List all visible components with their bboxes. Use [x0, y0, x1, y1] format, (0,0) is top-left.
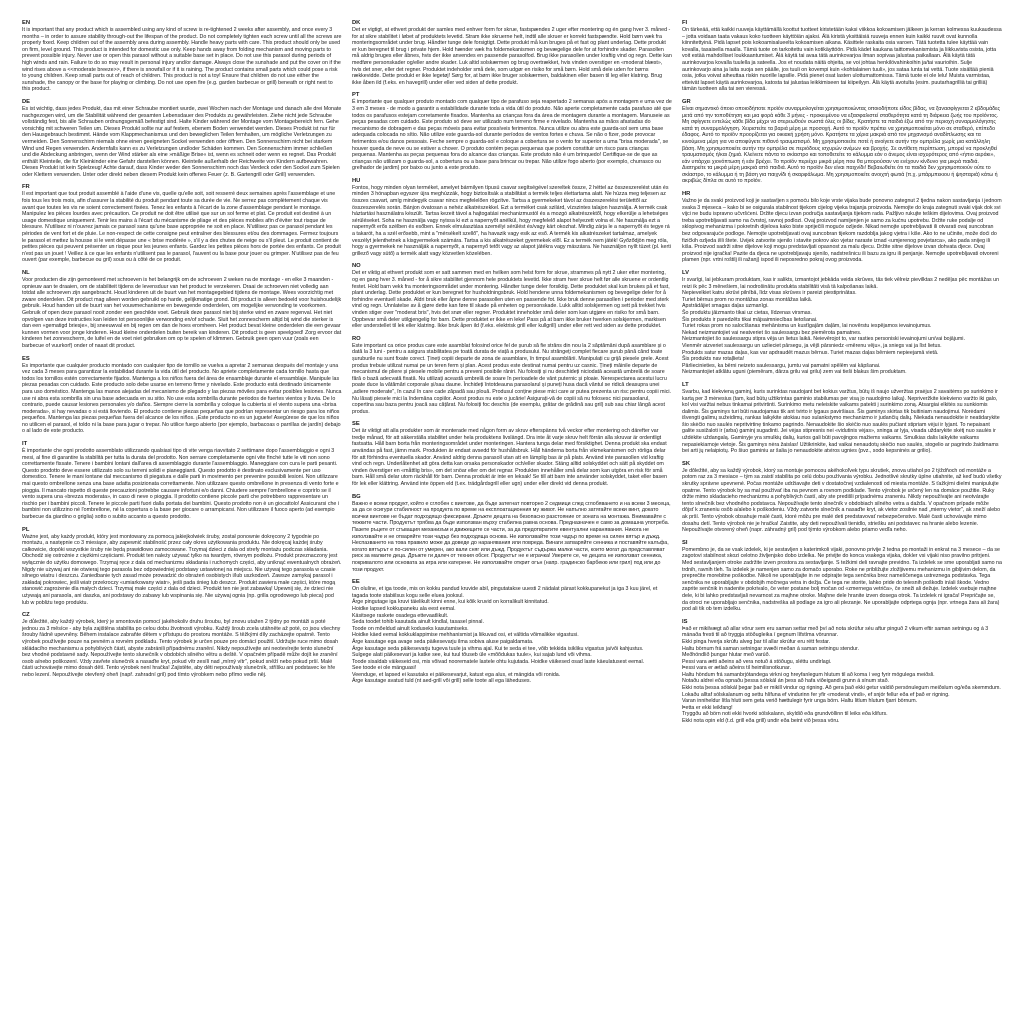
lang-block-pt — [352, 92, 672, 172]
lang-block-hr — [682, 191, 1002, 264]
lang-code: FR — [22, 184, 30, 191]
lang-text: È importante che ogni prodotto assemblato utilizzando qualsiasi tipo di vite venga riavvitato 2 settimane dopo l'assemblaggio e ogni 3 mesi, al fine di garantire la stabilità per tutta la durata del prodotto. Non serrare completamente ogni vite finché tutte le viti non sono correttamente fissate. Tenere i bambini lontani dall'area di assemblaggio durante l'assemblaggio. Maneggiare con cura le parti pesanti. Questo prodotto deve essere utilizzato solo su terreni solidi e pianeggianti. Questo prodotto è destinato esclusivamente per uso domestico. Tenere le mani lontane dal meccanismo di piegatura e dalle parti in movimento per prevenire possibili lesioni. Non utilizzare mai questo ombrellone senza una base adatta posizionata correttamente. Non utilizzare questo ombrellone in presenza di vento forte e pioggia. Il mancato rispetto di queste precauzioni potrebbe causare infortuni e/o danni. Chiudere sempre l'ombrellone e coprirlo se il vento supera una «brezza moderata», in caso di neve o pioggia. Il prodotto contiene piccole parti che potrebbero rappresentare un rischio per i bambini piccoli. Tenere le piccole parti fuori dalla portata dei bambini. Questo prodotto non è un giocattolo! Assicurarsi che i bambini non utilizzino né l'ombrellone, né la copertura o la base per giocare o arrampicarsi. Non utilizzare il fuoco aperto (ad esempio barbecue da giardino o griglia) sotto o subito accanto a questo prodotto. — [22, 448, 340, 520]
lang-text: Il est important que tout produit assemblé à l'aide d'une vis, quelle qu'elle soit, soit resserré deux semaines après l'assemblage et une fois tous les trois mois, afin d'assurer la stabilité du produit pendant toute sa durée de vie. Ne serrez pas complètement chaque vis avant que toutes les vis ne soient correctement fixées. Tenez les enfants à l'écart de la zone d'assemblage pendant le montage. Manipulez les pièces lourdes avec précaution. Ce produit ne doit être utilisé que sur un sol ferme et plat. Ce produit est destiné à un usage domestique uniquement. Tenir les mains à l'écart du mécanisme de pliage et des pièces mobiles afin d'éviter tout risque de blessure. N'utilisez ni n'ouvrez jamais ce parasol sans qu'une base appropriée ne soit en place. N'utilisez pas ce parasol pendant les périodes de vent fort et de pluie. Le non-respect de cette consigne peut entraîner des blessures et/ou des dommages. Fermez toujours le parasol et mettez la housse si le vent dépasse une « brise modérée », s'il y a des chutes de neige ou s'il pleut. Le produit contient de petites pièces qui peuvent présenter un risque pour les jeunes enfants. Gardez les petites pièces hors de portée des enfants. Ce produit n'est pas un jouet ! Veillez à ce que les enfants n'utilisent pas le parasol, l'auvent ou la base pour jouer ou grimper. N'utilisez pas de feu ouvert (par exemple, barbecue ou gril) sous ou à côté de ce produit. — [22, 191, 341, 264]
lang-text: Je dôležité, aby sa každý výrobok, ktorý sa montuje pomocou akéhokoľvek typu skrutiek, znova utiahol po 2 týždňoch od montáže a potom raz za 3 mesiace – tým sa zaistí stabilita po celú dobu používania výrobku. Jednotlivé skrutky úplne utiahnite, až keď budú všetky skrutky správne upevnené. Počas montáže udržiavajte deti v dostatočnej vzdialenosti od miesta montáže. S ťažkými dielmi manipulujte opatrne. Tento výrobok by sa mal používať iba na pevnom a rovnom podklade. Tento výrobok je určený len na domáce použitie. Ruky držte mimo skladacieho mechanizmu a pohyblivých častí, aby ste predišli prípadnému zraneniu. Nikdy nepoužívajte ani neotvárajte tento slnečník bez vhodného podstavca. Nepoužívajte tento slnečník v obdobiach silného vetra a dažďa. V opačnom prípade môže dôjsť k zraneniu osôb a/alebo k poškodeniu. Vždy zatvorte slnečník a nasaďte kryt, ak vietor zosilnie nad „mierny vietor", ak sneží alebo ak prší. Tento výrobok obsahuje malé časti, ktoré môžu pre malé deti predstavovať nebezpečenstvo. Malé časti uchovávajte mimo dosahu detí. Tento výrobok nie je hračka! Zaistite, aby deti nepoužívali tienidlo, striešku ani podstavec na hranie alebo lezenie. Nepoužívajte otvorený oheň (napr. záhradný gril) pod týmto výrobkom alebo priamo vedľa neho. — [682, 467, 1002, 534]
lang-block-bg — [352, 494, 672, 574]
lang-text: Það er mikilvægt að allar vörur sem eru saman settar með því að nota skrúfur séu aftur pinguð 2 vikum eftir saman setningu og á 3 mánaða fresti til að tryggja stöðugleika í gegnum lífstíma vörunnar. Ekki pinga hverja skrúfu alveg þar til allar skrúfur eru rétt festar. Haltu börnum frá saman setningar svæði meðan á saman setningu stendur. Meðhöndlið þungar hlutar með varúð. Pessi vara ætti aðeins að vera notuð á stöðugu, sléttu undirlagi. Þessi vara er ætlað aðeins til heimilisnotkunar. Haltu höndum frá samanbrjótandega virkni og hreyfanlegum hlutum til að koma í veg fyrir mögulega meiðsli. Notaðu aldrei eða opnaðu þessa sólskál án þess að hafa viðeigandi grunn á sínum stað. Ekki nota þessa sólskál þegar það er mikill vindur og rigning. Að gera það ekki getur valdið persónulegum meiðslum og/eða skemmdum. Lokaðu alltaf sólskalanum og settu hlífuna ef vindurinn fer yfir «moderat vindi», ef snjór fellur eða ef það er rigning. Varan inniheldur lítla hluti sem geta verið hættulegir fyrir unga börn. Haltu litlum hlutum fjarri börnum. Þetta er ekki leikfang! Tryggðu að börn noti ekki hvorki sólskalann, skyldið eða grundvöllinn til leiks eða klifurs. Ekki nota opin eld (t.d. grill eða grill) undir eða beint við þessa vöru. — [682, 625, 1001, 725]
lang-block-ro — [352, 336, 672, 416]
column-left — [22, 20, 342, 684]
lang-code: EN — [22, 20, 31, 26]
lang-text: It is important that any product which is assembled using any kind of screw is re-tightened 2 weeks after assembly, and once every 3 months – in order to assure stability through-out the lifespan of the product. Do not completely tighten each screw until all the screws are properly fixed. Keep children out of the assembly area during assembly. Handle heavy parts with care. This product should only be used on firm, level ground. This product is intended for domestic use only. Keep hands away from folding mechanism and moving parts to prevent possible injury. Never use or open this parasol without a suitable base set in place. Do not use this parasol during periods of high winds and rain. Failure to do so may result in personal injury and/or damage. Always close the sunshade and put the cover on if the wind rises above a <<moderate breeze>>, if there is snowfall or if it is raining. The product contains small parts which could pose a risk to young children. Keep small parts out of reach of children. This product is not a toy! Ensure that children do not use either the sunshade, the canopy or the base for playing or climbing. Do not use open fire (e.g. garden barbecue or grill) beneath or right next to this product. — [22, 27, 342, 93]
lang-code: SI — [682, 539, 688, 546]
lang-block-es — [22, 356, 342, 436]
lang-block-nl — [22, 270, 342, 350]
lang-text: Pomembno je, da se vsak izdelek, ki je sestavljen s katerimkoli vijaki, ponovno privije 2 tedna po montaži in enkrat na 3 mesece – da se zagotovi stabilnost skozi celotno življenjsko dobo izdelka. Ne privijte do konca vsakega vijaka, dokler vsi vijaki niso pravilno pritrjeni. Med sestavljanjem otroke zadržite izven prostora za sestavljanje. S težkimi deli ravnajte previdno. Ta izdelek se sme uporabljati samo na trdnih, ravnih tleh. Ta izdelek je namenjen samo za domačo uporabo. Roke ne približujte zložljivemu mehanizmu in gibljivim delom, da preprečite morebitne poškodbe. Nikoli ne uporabljajte in ne odpirajte tega senčnika brez nameščenega ustreznega podstavka. Tega senčnika ne uporabljajte v obdobjih močnega vetra in dežja. Če tega ne storite, lahko pride do telesnih poškodb in/ali škode. Vedno zaprite senčnik in nadenite pokrivalo, če veter postane bolj močan od «zmernega vetriča», če sneži ali dežuje. Izdelek vsebuje majhne dele, ki bi lahko predstavljali nevarnost za majhne otroke. Majhne dele hranite izven dosega otrok. Ta izdelek ni igrača! Prepričajte se, da otroci ne uporabljajo senčnika, nadstreška ali podlage za igro ali plezanje. Ne uporabljajte odprtega ognja (npr. vrtnega žara ali žara) pod ali tik ob tem izdelku. — [682, 546, 1002, 613]
lang-code: BG — [352, 493, 361, 500]
lang-text: Važno je da svaki proizvod koji je sastavljen s pomoću bilo koje vrste vijaka bude ponovno zategnut 2 tjedna nakon sastavljanja i jednom svaka 3 mjeseca – kako bi se osigurala stabilnost tijekom cijelog vijeka trajanja proizvoda. Nemojte do kraja zategnuti svaki vijak dok svi vijci ne budu ispravno učvršćeni. Držite djecu izvan područja sastavljanja tijekom rada. Pažljivo rukujte teškim dijelovima. Ovaj proizvod treba upotrebljavati samo na čvrstoj, ravnoj podlozi. Ovaj proizvod namijenjen je samo za kućnu upotrebu. Držite ruke podalje od sklopivog mehanizma i pokretnih dijelova kako biste spriječili moguće ozljede. Nikad nemojte upotrebljavati ili otvarati ovaj suncobran bez odgovarajuće podloge. Nemojte upotrebljavati ovaj suncobran tijekom razdoblja jakog vjetra i kiše. Ako to ne učinite, može doći do fizičkih ozljeda i/ili štete. Uvijek zatvorite sjenilo i stavite pokrov ako vjetar naraste iznad «umjerenog povjetarca», ako pada snijeg ili kiša. Proizvod sadrži sitne dijelove koji mogu predstavljati opasnost za malu djecu. Držite sitne dijelove izvan dohvata djece. Ovaj proizvod nije igračka! Pazite da djeca ne upotrebljavaju sjenilo, nadstrešnicu ili bazu za igru ili penjanje. Nemojte upotrebljavati otvoreni plamen (npr. vrtni roštilj ili ražanj) ispod ili neposredno pokraj ovog proizvoda. — [682, 198, 1002, 264]
lang-text: On tärkeää, että kaikki ruuveja käyttämällä koottut tuotteet kiristetään kaksi viikkoa kokoamisen jälkeen ja kerran kolmessa kuukaudessa – jotta voidaan taata vakaus koko tuotteen käyttöiän ajaksi. Älä kiristä yksittäisiä ruuveja ennen kuin kaikki ruuvit ovat kunnolla kiinnitettyinä. Pidä lapset pois kokoamisalueelta kokoamisen aikana. Käsittele raskaita osia varoen. Tätä tuotetta tulee käyttää vain kovalla, tasaisella maalla. Tämä tuote on tarkoitettu vain kotikäyttöön. Pidä kädet kaukana taittomekanismista ja liikkuvista osista, jotta voit estää mahdolliset loukkaantumiset. Älä käytä tai avaa tätä aurinkovarjoa ilman sopivaa jalustaa paikallaan. Älä käytä tätä aurinkovarjoa kovalla tuulella ja sateella. Jos et noudata näitä ohjeita, se voi johtaa henkilövahinkoihin ja/tai vaurioihin. Sulje aurinkovarjo aina ja laita suoja sen päälle, jos tuuli on kovempi kuin «kohtalainen tuuli», jos sataa lunta tai vettä. Tuote sisältää pieniä osia, jotka voivat aiheuttaa riskin nuorille lapsille. Pidä pienet osat lasten ulottumattomissa. Tämä tuote ei ole lelu! Muista varmistaa, etteivät lapset käytä aurinkovarjoa, katosta tai jalustaa leikkimiseen tai kiipeilyyn. Älä käytä avotulta (esim. puutarhagrilliä tai grilliä) tämän tuotteen alla tai sen vieressä. — [682, 27, 1002, 93]
lang-block-en — [22, 20, 342, 93]
lang-text: Fontos, hogy minden olyan terméket, amelyet bármilyen típusú csavar segítségével szereltek össze, 2 héttel az összeszerelést után és minden 3 hónapban egyszer újra meghúzzák, hogy biztosítsák a stabilitást a termék teljes élettartama alatt. Ne húzza meg teljesen az összes csavart, amíg mindegyik csavar nincs megfelelően rögzítve. Tartsa a gyermekeket távol az összeszerelési területtől az összeszerelés során. Bánjon óvatosan a nehéz alkatrészekkel. Ezt a terméket csak szilárd, vízszintes talajon használja. A termék csak háztartási használatra készült. Tartsa kezeit távol a hajtogatási mechanizmustól és a mozgó alkatrészektől, hogy elkerülje a lehetséges sérüléseket. Soha ne használja vagy nyissa ki ezt a napernyőt anélkül, hogy megfelelő alapot helyezett volna el. Ne használja ezt a napernyőt erős szélben és esőben. Ennek elmulasztása személyi sérülést és/vagy kárt okozhat. Mindig zárja le a napernyőt és tegye rá a takarót, ha a szél erősebb, mint a "mérsékelt szellő", ha havazik vagy esik az eső. A termék kis alkatrészeket tartalmaz, amelyek veszélyt jelenthetnek a kisgyermekek számára. Tartsa a kis alkatrészeket gyermekek elől. Ez a termék nem játék! Győződjön meg róla, hogy a gyermekek ne használják a napernyőt, a napernyő tetőt vagy az alapot játékra vagy mászásra. Ne használjon nyílt tüzet (pl. kerti grillező vagy sütő) a termék alatt vagy közvetlen közelében. — [352, 184, 671, 257]
lang-code: RO — [352, 335, 361, 342]
column-middle — [352, 20, 672, 691]
column-right — [682, 20, 1002, 731]
lang-text: Je důležité, aby každý výrobek, který je smontován pomocí jakéhokoliv druhu šroubu, byl znovu utažen 2 týdny po montáži a poté jednou za 3 měsíce - aby byla zajištěna stabilita po celou dobu životnosti výrobku. Každý šroub zcela utáhněte až poté, co jsou všechny šrouby řádně upevněny. Během instalace zabraňte dětem v přístupu do prostoru montáže. S těžkými díly zacházejte opatrně. Tento výrobek používejte pouze na pevném a rovném podkladu. Tento výrobek je určen pouze pro domácí použití. Udržujte ruce mimo dosah skládacího mechanismu a pohyblivých částí, abyste zabránili případnému zranění. Nikdy nepoužívejte ani neotevírejte tento sluneční bez vhodné podstavné sady. Nepoužívejte tento slunečník v obdobích silného větru a deště. V opačném případě může dojít ke zranění osob a/nebo poškození. Vždy zavřete slunečník a nasaďte kryt, pokud vítr zesílí nad „mírný vítr", pokud sněží nebo pokud prší. Malé části uchovávejte mimo dosah dětí. Tento výrobek není hračka! Zajistěte, aby děti nepoužívaly slunečník, stříšku ani podstavec ke hře nebo lezení. Nepoužívejte otevřený oheň (např. zahradní gril) pod tímto výrobkem nebo přímo vedle něj. — [22, 619, 341, 678]
lang-code: HU — [352, 177, 361, 184]
lang-block-is — [682, 619, 1002, 725]
lang-code: EE — [352, 579, 360, 586]
lang-block-fr — [22, 184, 342, 264]
lang-code: PL — [22, 526, 30, 533]
lang-block-hu — [352, 178, 672, 258]
lang-text: Voor producten die zijn gemonteerd met schroeven is het belangrijk om de schroeven 2 weken na de montage - en elke 3 maanden - opnieuw aan te draaien, om de stabiliteit tijdens de levensduur van het product te verzekeren. Draai de schroeven niet volledig aan totdat alle schroeven zijn aangebracht. Houd kinderen uit de buurt van het montagegebied tijdens de montage. Wees voorzichtig met zware onderdelen. Dit product mag alleen worden gebruikt op harde, gelijkmatige grond. Dit product is alleen bedoeld voor huishoudelijk gebruik. Houd handen uit de buurt van het vouwmechanisme en bewegende onderdelen, om mogelijke verwonding te voorkomen. Gebruik of open deze parasol nooit zonder een geschikte voet. Gebruik deze parasol niet bij sterke wind en zware regenval. Het niet opvolgen van deze instructies kan leiden tot persoonlijke verwonding en/of schade. Sluit het zonnescherm altijd bij wind die sterker is dan een «gematigd briesje», bij sneeuwval en bij regen om dan de hoes eromheen. Het product bevat kleine onderdelen die een gevaar kunnen vormen voor jonge kinderen. Houd kleine onderdelen buiten bereik van kinderen. Dit product is geen speelgoed! Zorg ervoor dat kinderen het zonnescherm, de luifel en de voet niet gebruiken om op te spelen of klimmen. Gebruik geen open vuur (zoals een barbecue of vuurkorf) onder of naast dit product. — [22, 277, 342, 349]
lang-text: Svarbu, kad kiekvieną gaminį, kuris surinktas naudojant bet kokius varžtus, būtų iš naujo užveržtas praėjus 2 savaitėms po surinkimo ir kartą per 3 mėnesius (tam, kad būtų užtikrintas gaminio stabilumas per visą jo naudojimo laiką). Nepriveržkite kiekvieno varžto iki galo, kol visi varžtai nebus tinkamai pritvirtinti. Surinkimo metu neleiskite vaikams patekti į surinkimo zoną. Atsargiai elkitės su sunkiomis dalimis. Šis gaminys turi būti naudojamas tik ant tvirto ir lygaus paviršiaus. Šis gaminys skirtas tik buitiniam naudojimui. Norėdami išvengti galimų sužeidimų, rankas laikykite atokiau nuo sulankstymo mechanizmo ir judančių dalių. Niekada nenaudokite ir neatidarykite šio skėčio nuo saulės nepritvirtinę tinkamo pagrindo. Nenaudokite šio skėčio nuo saulės pučiant stipriam vėjui ir lyjant. To nepaisant galite susižaloti ir (arba) gaminį sugadinti. Jei vėjas stipresnis nei «vidutinis vėjas», sninga ar lyja, visada uždarykite skėtį nuo saulės ir uždėkite uždangalą. Gaminyje yra smulkių dalių, kurios gali būti pavojingos mažiems vaikams. Smulkias dalis laikykite vaikams nepasiekiamoje vietoje. Šis gaminys nėra žaislas! Užtikrinkite, kad vaikai nenaudotų skėčio nuo saulės, stogelio ar pagrindo žaidimams bei arti jų nelaipiotų. Po šiuo gaminiu ar šalia jo nenaudokite atviros ugnies (pvz., sodo kepsninės ar grilio). — [682, 388, 1000, 455]
lang-code: HR — [682, 191, 691, 198]
lang-code: DK — [352, 20, 361, 26]
lang-text: Es ist wichtig, dass jedes Produkt, das mit einer Schraube montiert wurde, zwei Wochen nach der Montage und danach alle drei Monate nachgezogen wird, um die Stabilität während der gesamten Lebensdauer des Produkts zu gewährleisten. Ziehe nicht jede Schraube vollständig fest, bis alle Schrauben ordnungsgemäß befestigt sind. Halte Kinder während der Montage vom Montagebereich fern. Gehe vorsichtig mit schweren Teilen um. Dieses Produkt sollte nur auf festem, ebenem Boden verwendet werden. Dieses Produkt ist nur für den Hausgebrauch bestimmt. Hände vom Klappmechanismus und den beweglichen Teilen fernhalten, um mögliche Verletzungen zu vermeiden. Den Sonnenschirm niemals ohne einen geeigneten Sockel verwenden oder öffnen. Den Sonnenschirm nicht bei starkem Wind und Regen verwenden. Andernfalls kann es zu Verletzungen und/oder Schäden kommen. Den Sonnenschirm immer schließen und die Abdeckung anbringen, wenn der Wind stärker als eine »mäßige Brise« ist, wenn es schneit oder wenn es regnet. Das Produkt enthält Kleinteile, die für Kleinkinder eine Gefahr darstellen können. Kleinteile außerhalb der Reichweite von Kindern aufbewahren. Dieses Produkt ist kein Spielzeug! Achte darauf, dass Kinder weder den Sonnenschirm noch das Verdeck oder den Sockel zum Spielen oder Klettern verwenden. Unter oder direkt neben diesem Produkt kein offenes Feuer (z. B. Gartengrill oder Grill) verwenden. — [22, 105, 342, 178]
lang-code: ES — [22, 355, 30, 362]
lang-text: Det är viktigt att alla produkter som är monterade med någon form av skruv efterspänns två veckor efter montering och därefter var tredje månad, för att säkerställa stabilitet under hela produktens livslängd. Dra inte åt varje skruv helt förrän alla skruvar är ordentligt fastsatta. Håll barn borta från monteringsområdet under monteringen. Hantera tunga delar med försiktighet. Denna produkt ska endast användas på fast, jämn mark. Produkten är endast avsedd för hushållsbruk. Håll händerna borta från vikmekanismen och rörliga delar för att förhindra eventuella skador. Använd aldrig denna parasoll utan att en lämplig bas är på plats. Använd inte parasollen vid kraftig vind och regn. Underlåtenhet att göra detta kan orsaka personskador och/eller skador. Stäng alltid solskyddet och sätt på skyddet om vinden överstiger en «måttlig bris», om det snöar eller om det regnar. Produkten innehåller små delar som kan utgöra en risk för små barn. Håll små delar utom räckhåll för barn. Denna produkt är inte en leksak! Se till att barn inte använder solskyddet, taket eller basen för lek eller klättring. Använd inte öppen eld (t.ex. trädgårdsgrill eller ugn) under eller direkt vid denna produkt. — [352, 428, 668, 488]
lang-code: NO — [352, 263, 361, 270]
lang-block-lt — [682, 382, 1002, 455]
lang-code: NL — [22, 270, 30, 276]
lang-block-sk — [682, 461, 1002, 534]
lang-block-lv — [682, 270, 1002, 376]
lang-block-si — [682, 540, 1002, 613]
lang-block-cz — [22, 612, 342, 678]
lang-code: GR — [682, 98, 691, 105]
lang-code: SK — [682, 460, 691, 467]
lang-block-no — [352, 263, 672, 329]
lang-code: FI — [682, 20, 688, 26]
lang-block-dk — [352, 20, 672, 86]
lang-code: IS — [682, 618, 688, 625]
lang-code: LV — [682, 270, 689, 276]
lang-text: Ważne jest, aby każdy produkt, który jest montowany za pomocą jakiejkolwiek śruby, został ponownie dokręcony 2 tygodnie po montażu, a następnie co 3 miesiące, aby zapewnić stabilność przez cały okres użytkowania produktu. Nie dokręcaj każdej śruby całkowicie, dopóki wszystkie śruby nie będą prawidłowo zamocowane. Trzymaj dzieci z dala od strefy montażu podczas składania. Obchodź się ostrożnie z ciężkimi częściami. Produkt ten należy używać tylko na twardym, równym podłożu. Produkt przeznaczony jest wyłącznie do użytku domowego. Trzymaj ręce z dala od mechanizmu składania i ruchomych części, aby uniknąć ewentualnych obrażeń. Nigdy nie używaj ani nie otwieraj tego parasola bez odpowiedniej podstawy ustawionej na miejscu. Nie używaj tego parasola w czasie silnego wiatru i deszczu. Zaniedbanie tych zasad może prowadzić do obrażeń osobistych i/lub uszkodzeń. Zawsze zamykaj parasol i zakładaj pokrowiec, jeśli wiatr przekroczy «umiarkowany wiatr», jeśli pada śnieg lub deszcz. Produkt zawiera małe części, które mogą stanowić zagrożenie dla małych dzieci. Trzymaj małe części z dala od dzieci. Produkt ten nie jest zabawką! Upewnij się, że dzieci nie używają ani parasola, ani daszka, ani podstawy do zabawy lub wspinania się. Nie używaj ognia (np. grilla ogrodowego lub pieca) pod lub w pobliżu tego produktu. — [22, 533, 342, 606]
lang-code: CZ — [22, 612, 30, 619]
lang-block-pl — [22, 527, 342, 607]
lang-block-fi — [682, 20, 1002, 93]
lang-text: É importante que qualquer produto montado com qualquer tipo de parafuso seja reapertado 2 semanas após a montagem e uma vez de 3 em 3 meses - de modo a garantir a estabilidade durante toda a vida útil do produto. Não aperte completamente cada parafuso até que todos os parafusos estejam corretamente fixados. Mantenha as crianças fora da área de montagem durante a montagem. Manuseie as peças pesadas com cuidado. Este produto só deve ser utilizado num terreno firme e nivelado. Mantenha as mãos afastadas do mecanismo de dobragem e das peças móveis para evitar possíveis ferimentos. Nunca utilize ou abra este guarda-sol sem uma base adequada colocada no sítio. Não utilize este guarda-sol durante períodos de ventos fortes e chuva. Se não o fizer, pode provocar ferimentos e/ou danos pessoais. Feche sempre o guarda-sol e coloque a cobertura se o vento for superior a uma "brisa moderada", se houver queda de neve ou se estiver a chover. O produto contém peças pequenas que podem constituir um risco para crianças pequenas. Mantenha as peças pequenas fora do alcance das crianças. Este produto não é um brinquedo! Certifique-se de que as crianças não utilizam o guarda-sol, a cobertura ou a base para brincar ou trepar. Não utilize fogo aberto (por exemplo, churrasco ou grelhador de jardim) por baixo ou junto a este produto. — [352, 99, 672, 172]
lang-block-se — [352, 421, 672, 487]
lang-text: On oluline, et iga toode, mis on kokku pandud kruvide abil, pingutatakse uuesti 2 nädalat pärast kokkupanekut ja iga 3 kuu järel, et tagada toote stabiilsus kogu selle eluea jooksul. Ärge pingutage iga kruvi täielikult kinni enne, kui kõik kruvid on korralikult kinnitatud. Hoidke lapsed kokkupaneku ala eest eemal. Käsitsege raskete osadega ettevaatlikult. Seda toodet tohib kasutada ainult kindlal, tasasel pinnal. Toode on mõeldud ainult koduseks kasutamiseks. Hoidke käed eemal kokkuklappimise mehhanismist ja liikuvad osi, et vältida võimalikke vigastusi. Ärge kasutage ega avage seda päikesevarju ilma sobiva aluse paigaldamata. Ärge kasutage seda päikesevarju tugeva tuule ja vihma ajal. Kui te seda ei tee, võib tekkida isikliku vigastus ja/või kahjustus. Sulgege alati päikesevari ja katke see, kui tuul tõuseb üle «mõõdukas tuule», kui sajab lund või vihma. Toode sisaldab väikeseid osi, mis võivad noorematele lastele ohtu kujutada. Hoidke väikesed osad laste käeulatusest eemal. See toode ei ole mänguasi! Veenduge, et lapsed ei kasutaks ei päikesevarjut, katust ega alus, et mängida või ronida. Ärge kasutage avatud tuld (nt aed-grill või grill) selle toote all ega läheduses. — [352, 586, 658, 685]
lang-block-gr — [682, 99, 1002, 185]
lang-block-de — [22, 99, 342, 179]
lang-code: IT — [22, 441, 28, 448]
lang-text: Es importante que cualquier producto montado con cualquier tipo de tornillo se vuelva a apretar 2 semanas después del montaje y una vez cada 3 meses para garantizar la estabilidad durante la vida útil del producto. No apriete completamente cada tornillo hasta que todos los tornillos estén correctamente fijados. Mantenga a los niños fuera del área de ensamblaje durante el ensamblaje. Manipule las piezas pesadas con cuidado. Este producto solo debe usarse en terreno firme y nivelado. Este producto está destinado únicamente para uso doméstico. Mantenga las manos alejadas del mecanismo de plegado y las piezas móviles para evitar posibles lesiones. Nunca use ni abra esta sombrilla sin una base adecuada en su sitio. No use esta sombrilla durante periodos de fuertes vientos y lluvia. De lo contrario, puede causar lesiones personales y/o daños. Siempre cierre la sombrilla y coloque la cubierta si el viento supera una «brisa moderada», si hay nevadas o si está lloviendo. El producto contiene piezas pequeñas que podrían representar un riesgo para los niños pequeños. Mantenga las piezas pequeñas fuera del alcance de los niños. ¡Este producto no es un juguete! Asegúrese de que los niños no utilicen el parasol, el toldo ni la base para jugar o trepar. No utilice fuego abierto (por ejemplo, barbacoas o parrillas de jardín) debajo o al lado de este producto. — [22, 362, 342, 435]
lang-text: Ir svarīgi, lai jebkuram produktam, kas ir salikts, izmantojot jebkāda veida skrūves, tās tiek vēlreiz pievilktas 2 nedēļas pēc montāžas un reizi ik pēc 3 mēnešiem, lai nodrošinātu produkta stabilitāti visā tā kalpošanas laikā. Nepievelkiet katru skrūvi pilnībā, līdz visas skrūves ir pareizi piestiprinātas. Turiet bērnus prom no montāžas zonas montāžas laikā. Apstrādājiet smagas daļas uzmanīgi. Šo produktu jāizmanto tikai uz cietas, līdzenas virsmas. Šis produkts ir paredzēts tikai mājsaimniecības lietošanai. Turiet rokas prom no salocīšanas mehānisma un kustīgajām daļām, lai novērstu iespējamos ievainojumus. Nekad neizmantojiet vai neatveriet šo saulessargu bez piemērota pamatnes. Neizmantojiet šo saulessargu stipra vēja un lietus laikā. Neievērojot to, var rasties personiski ievainojumi un/vai bojājumi. Vienmēr aizveriet saulessargu un uzlieciet pārsegu, ja vējš pārsniedz «mērenu vēju», ja sniegs vai ja līst lietus. Produkts satur mazas daļas, kas var apdraudēt mazus bērnus. Turiet mazas daļas bērniem nepieejamā vietā. Šis produkts nav rotaļlieta! Pārliecinieties, ka bērni neizeto saulessargu, jumtu vai pamatni spēlēm vai kāpšanai. Neizmantojiet atklātu uguni (piemēram, dārza grilu vai grilu) zem vai tieši blakus šim produktam. — [682, 277, 1000, 376]
lang-block-ee — [352, 579, 672, 685]
lang-text: Det er viktig at ethvert produkt som er satt sammen med en hvilken som helst form for skrue, strammes på nytt 2 uker etter montering, og en gang hver 3. måned - for å sikre stabilitet gjennom hele produktets levetid. Ikke stram hver skrue helt før alle skruene er ordentlig festet. Hold barn vekk fra monteringsområdet under montering. Håndter tunge deler forsiktig. Dette produktet skal kun brukes på et fast, plant underlag. Dette produktet er kun beregnet for husholdningsbruk. Hold hendene unna foldemekanismen og bevegelige deler for å forhindre eventuell skade. Aldri bruk eller åpne denne parasollen uten en passende fot. Ikke bruk denne parasollen i perioder med sterk vind og regn. Unnlatelse av å gjøre dette kan føre til skade på enheten og personskade. Lukk alltid solskjermen og sett på trekket hvis vinden stiger over "moderat bris", hvis det snør eller regner. Produktet inneholder små deler som kan utgjøre en risiko for små barn. Oppbevar små deler utilgjengelig for barn. Dette produktet er ikke en leke! Pass på at barn ikke bruker hverken solskjermen, markisen eller understellet til lek eller klatring. Ikke bruk åpen ild (f.eks. elektrisk grill eller kullgrill) under eller rett ved siden av dette produktet. — [352, 270, 670, 330]
lang-text: Este important ca orice produs care este asamblat folosind orice fel de șurub să fie strâns din nou la 2 săptămâni după asamblare și o dată la 3 luni - pentru a asigura stabilitatea pe toată durata de viață a produsului. Nu strângeți complet fiecare șurub până când toate șuruburile nu sunt fixate corect. Țineți copiii departe de zona de asamblare, în timpul asamblării. Manipulați cu grijă piesele grele. Acest produs trebuie utilizat numai pe un teren ferm și plan. Acest produs este destinat numai pentru uz casnic. Țineți mâinile departe de mecanismul de pliere și piesele mobile pentru a preveni posibile răniri. Nu folosiți și nu deschideți niciodată această umbrelă de soare fără o bază adecvată fixată. Nu utilizați această umbrelă de soare în perioadele de vânt puternic și ploaie. Nerespectarea acestui lucru poate duce la vătămări corporale și/sau daune. Închideți întotdeauna parasolarul și puneți husa dacă vântul se ridică deasupra unei „adiere moderate", în cazul în care cade zăpadă sau plouă. Produsul conține piese mici care ar putea prezenta un risc pentru copiii mici. Nu lăsați piesele mici la îndemâna copiilor. Acest produs nu este o jucărie! Asigurați-vă de copiii să nu folosesc nici parasolarul, copertina sau baza pentru joacă sau cățărat. Nu folosiți foc deschis (de exemplu, grătar de grădină sau gril) sub sau chiar lângă acest produs. — [352, 342, 671, 415]
lang-text: Det er vigtigt, at ethvert produkt der samles med enhver form for skrue, fastspændes 2 uger efter montering og én gang hver 3. måned - for at sikre stabilitet i løbet af produktets levetid. Stram ikke skruerne helt, indtil alle skruer er korrekt fastspændte. Hold børn væk fra monteringsområdet under brug. Håndter tunge dele forsigtigt. Dette produkt må kun bruges på et fast og plant underlag. Dette produkt er kun beregnet til brug i private hjem. Hold hænder væk fra foldemekanismen og bevægelige dele for at forhindre skader. Parasollen må aldrig bruges eller åbnes, hvis der ikke anvendes en passende parasolfod. Brug ikke parasollen under kraftig vind og regn. Dette kan medføre personskader og/eller andre skader. Luk altid solskærmen og brug overtrækket, hvis vinden overstiger en «moderat blæst», hvis det sner, eller det regner. Produktet indeholder små dele, som udgør en risiko for små børn. Hold små dele uden for børns rækkevidde. Dette produkt er ikke legetøj! Sørg for, at børn ikke bruger solskærmen, baldakinen eller basen til leg eller klatring. Brug ikke åben ild (f.eks. en havegrill) under eller ved siden af dette produkt. — [352, 27, 672, 86]
lang-code: LT — [682, 381, 689, 388]
lang-code: SE — [352, 421, 360, 428]
lang-text: Είναι σημαντικό όποιο οποιοδήποτε προϊόν συναρμολογείται χρησιμοποιώντας οποιοδήποτε είδος βίδας, να ξανασφίγγεται 2 εβδομάδες μετά από την τοποθέτηση και μια φορά κάθε 3 μήνες - προκειμένου να εξασφαλιστεί σταθερότητα κατά τη διάρκεια ζωής του προϊόντος. Μη σφίγγετε εντελώς κάθε βίδα μέχρι να στερεωθούν σωστά όλες οι βίδες. Κρατήστε τα παιδιά έξω από την περιοχή συναρμολόγησης κατά τη συναρμολόγηση. Χειριστείτε τα βαριά μέρη με προσοχή. Αυτό το προϊόν πρέπει να χρησιμοποιείται μόνο σε σταθερό, επίπεδο έδαφος. Αυτό το προϊόν προορίζεται για οικιακή χρήση μόνο. Κρατήστε τα χέρια μακριά από τον μηχανισμό αναδίπλωσης και τα κινούμενα μέρη για να αποφύγετε πιθανό τραυματισμό. Μη χρησιμοποιείτε ποτέ ή ανοίγετε αυτήν την ομπρέλα χωρίς μια κατάλληλη βάση. Μη χρησιμοποιείτε αυτήν την ομπρέλα σε περιόδους ισχυρών ανέμων και βροχής. Σε αντίθετη περίπτωση, μπορεί να προκληθεί τραυματισμός ή/και ζημιά. Κλείνετε πάντα το σκίαστρο και τοποθετείτε το κάλυμμα εάν ο άνεμος είναι ισχυρότερος από «ήπιο αεράκι», εάν υπάρχει χιονόπτωση ή εάν βρέχει. Το προϊόν περιέχει μικρά μέρη που θα μπορούσαν να ενέχουν κίνδυνο για μικρά παιδιά. Διατηρείτε τα μικρά μέρη μακριά από παιδιά. Αυτό το προϊόν δεν είναι παιχνίδι! Βεβαιωθείτε ότι τα παιδιά δεν χρησιμοποιούν ούτε το σκίαστρο, το κάλυμμα ή τη βάση για παιχνίδι ή σκαρφάλωμα. Μη χρησιμοποιείτε ανοιχτή φωτιά (π.χ. μπάρμπεκιου ή ψησταριά) κάτω ή ακριβώς δίπλα σε αυτό το προϊόν. — [682, 105, 1000, 185]
lang-code: PT — [352, 92, 360, 99]
lang-code: DE — [22, 98, 31, 105]
lang-text: Важно е всеки продукт, който е сглобен с винтове, да бъде затегнат повторно 2 седмици след сглобяването и на всеки 3 месеца, за да се осигури стабилност на продукта по време на експлоатационния му живот. Не напълно затягайте всеки винт, докато всички винтове не бъдат подходящо фиксирани. Дръжте децата на безопасно разстояние от зоната на монтажа. Внимавайте с тежките части. Продуктът трябва да бъде използван върху стабилна равна основа. Предназначен е само за домашна употреба. Пазете ръцете от сгъващия механизъм и движещите се части, за да предотвратите евентуални наранявания. Никога не използвайте и не отваряйте този чадър без подходяща основа. Не използвайте този чадър по време на силен вятър и дъжд. Неспазването на това правило може да доведе до наранявания или повреда. Винаги затваряйте сенника и поставяйте калъфа, когато вятърът е по-силен от умерен, ако вали сняг или дъжд. Продуктът съдържа малки части, които могат да представляват риск за малките деца. Дръжте ги далеч от техния обсег. Продуктът не е играчка! Уверете се, че децата не използват сенника, покривалото или основата за игра или катерене. Не използвайте открит огън (напр. градинско барбекю или грил) под или до този продукт. — [352, 500, 671, 573]
lang-block-it — [22, 441, 342, 521]
